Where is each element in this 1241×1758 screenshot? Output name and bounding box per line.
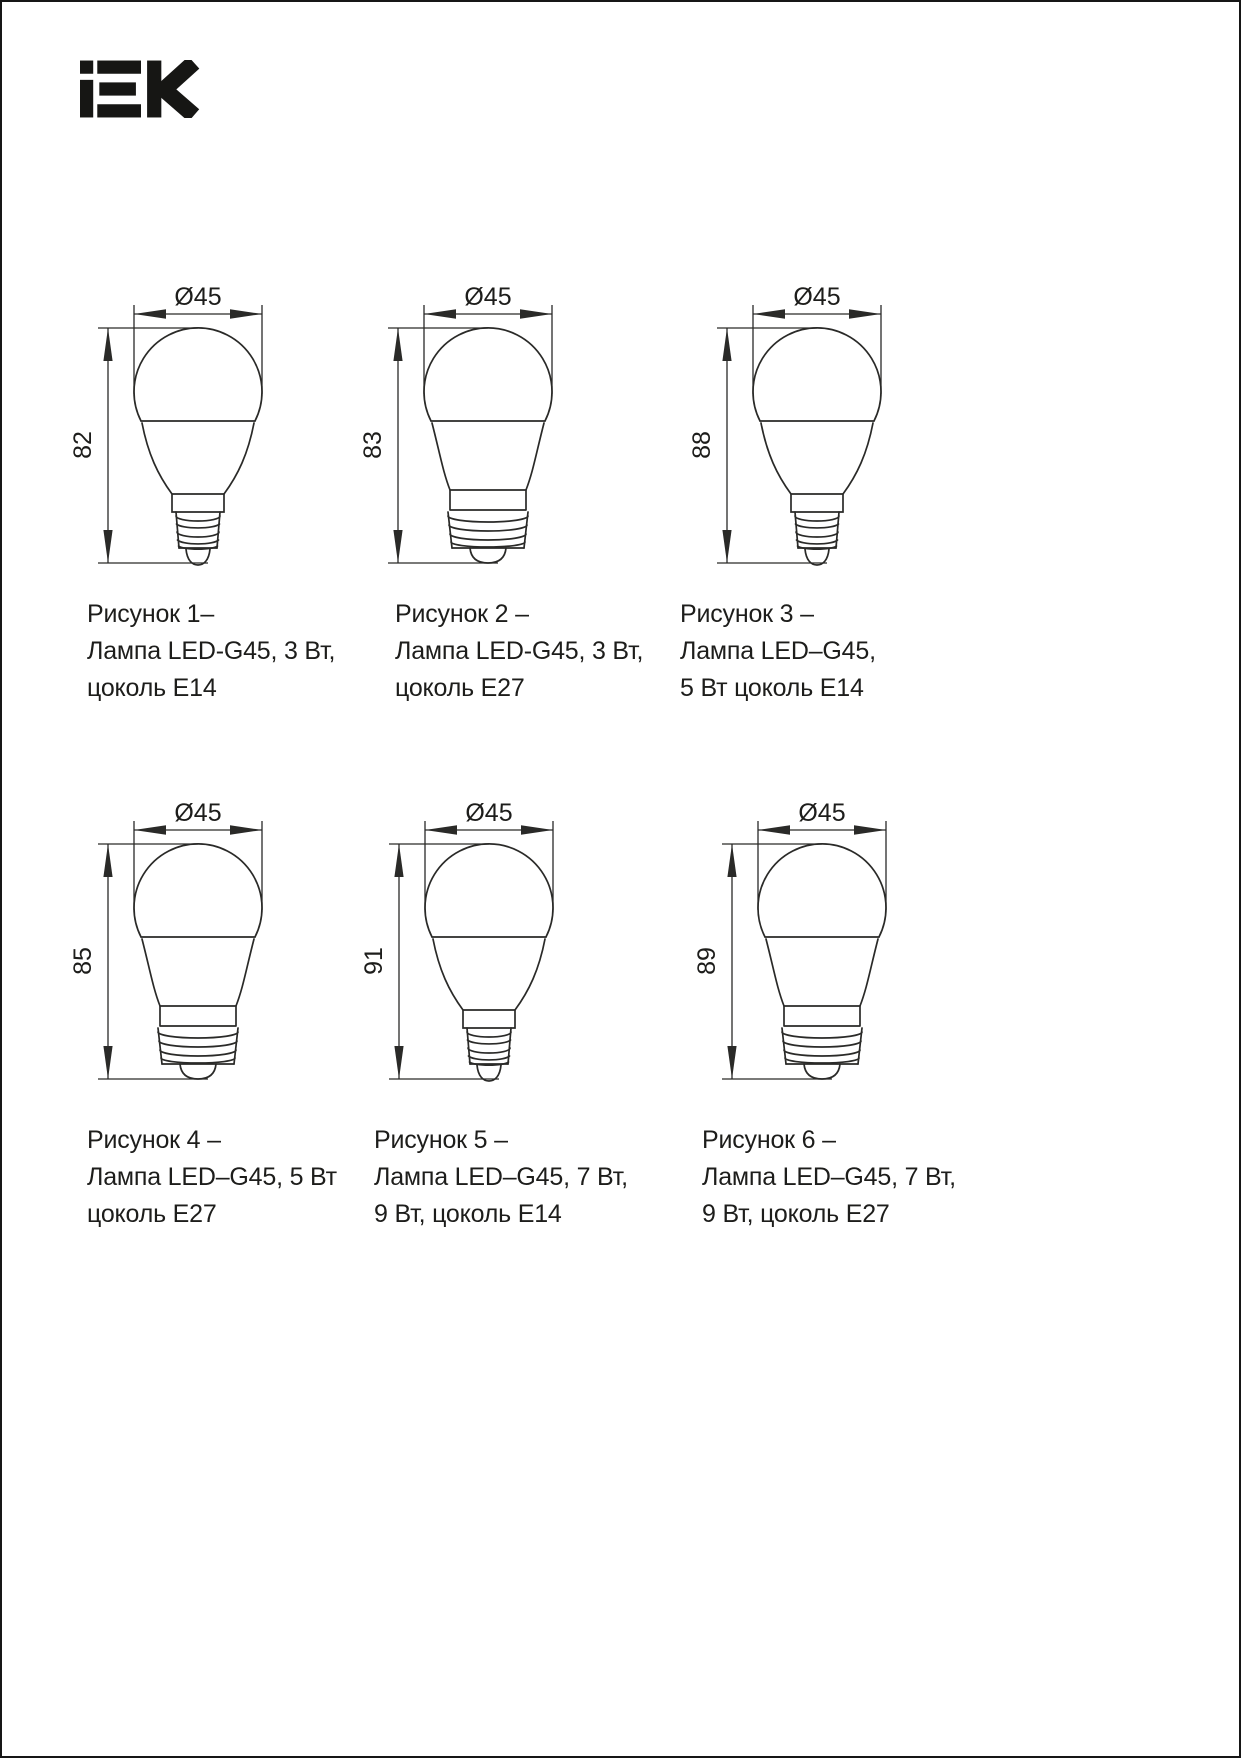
bulb-base-e27 [142,939,254,1079]
height-dimension-label: 82 [69,431,97,459]
technical-drawing-figure-5 [349,798,629,1088]
height-dimension-label: 85 [69,947,97,975]
caption-line: Рисунок 6 – [702,1126,836,1154]
brand-logo [80,60,202,118]
caption-line: Лампа LED–G45, [680,637,876,665]
technical-drawing-figure-1 [58,282,338,572]
height-dimension-label: 89 [693,947,721,975]
dimension-lines [389,821,553,1079]
technical-drawing-figure-4 [58,798,338,1088]
caption-line: Рисунок 5 – [374,1126,508,1154]
caption-line: Лампа LED–G45, 7 Вт, [374,1163,628,1191]
diameter-dimension-label: Ø45 [464,283,512,311]
caption-line: 5 Вт цоколь E14 [680,674,864,702]
height-dimension-label: 88 [688,431,716,459]
technical-drawing-figure-3 [677,282,957,572]
bulb-base-e27 [432,423,544,563]
caption-line: Рисунок 4 – [87,1126,221,1154]
caption-line: Лампа LED-G45, 3 Вт, [395,637,644,665]
technical-drawing-figure-6 [682,798,962,1088]
bulb-base-e14 [433,939,545,1081]
bulb-base-e14 [761,423,873,565]
diameter-dimension-label: Ø45 [793,283,841,311]
bulb-globe-outline [425,844,553,937]
figure-caption [87,596,387,707]
bulb-globe-outline [753,328,881,421]
dimension-lines [717,305,881,563]
logo-glyphs [80,61,194,118]
caption-line: цоколь E27 [395,674,525,702]
caption-line: Лампа LED–G45, 7 Вт, [702,1163,956,1191]
bulb-globe-outline [134,844,262,937]
bulb-globe-outline [134,328,262,421]
diameter-dimension-label: Ø45 [798,799,846,827]
bulb-base-e27 [766,939,878,1079]
figure-caption [87,1122,387,1233]
caption-line: Лампа LED-G45, 3 Вт, [87,637,336,665]
bulb-base-e14 [142,423,254,565]
height-dimension-label: 83 [359,431,387,459]
dimension-lines [98,305,262,563]
caption-line: Рисунок 3 – [680,600,814,628]
diameter-dimension-label: Ø45 [174,799,222,827]
caption-line: цоколь E27 [87,1200,217,1228]
figure-caption [374,1122,674,1233]
bulb-globe-outline [758,844,886,937]
bulb-globe-outline [424,328,552,421]
caption-line: цоколь E14 [87,674,217,702]
caption-line: 9 Вт, цоколь E27 [702,1200,890,1228]
figure-caption [395,596,695,707]
caption-line: Лампа LED–G45, 5 Вт [87,1163,337,1191]
height-dimension-label: 91 [360,947,388,975]
diameter-dimension-label: Ø45 [465,799,513,827]
figure-caption [702,1122,1002,1233]
caption-line: Рисунок 2 – [395,600,529,628]
technical-drawing-figure-2 [348,282,628,572]
caption-line: Рисунок 1– [87,600,215,628]
caption-line: 9 Вт, цоколь E14 [374,1200,562,1228]
diameter-dimension-label: Ø45 [174,283,222,311]
figure-caption [680,596,980,707]
